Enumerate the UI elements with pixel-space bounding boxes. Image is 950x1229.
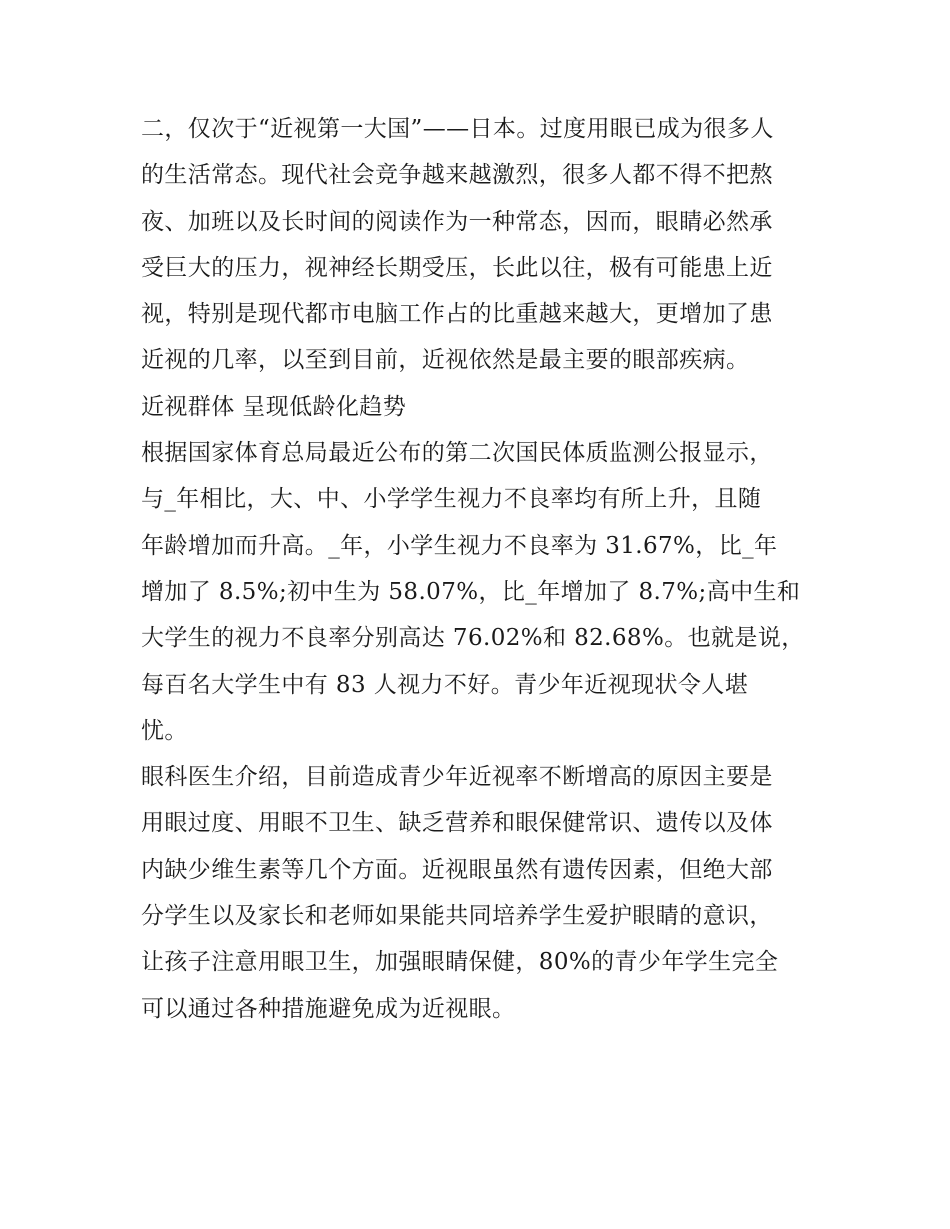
text-line: 受巨大的压力，视神经长期受压，长此以往，极有可能患上近 bbox=[141, 254, 773, 281]
text-line: 二，仅次于“近视第一大国”——日本。过度用眼已成为很多人 bbox=[141, 116, 774, 142]
text-line: 内缺少维生素等几个方面。近视眼虽然有遗传因素，但绝大部 bbox=[141, 856, 773, 883]
text-line: 分学生以及家长和老师如果能共同培养学生爱护眼睛的意识， bbox=[141, 903, 773, 930]
text-line: 用眼过度、用眼不卫生、缺乏营养和眼保健常识、遗传以及体 bbox=[141, 810, 773, 837]
text-line: 与_年相比，大、中、小学学生视力不良率均有所上升，且随 bbox=[141, 486, 762, 513]
text-line: 眼科医生介绍，目前造成青少年近视率不断增高的原因主要是 bbox=[141, 764, 773, 791]
text-line: 忧。 bbox=[141, 717, 188, 744]
text-line: 视，特别是现代都市电脑工作占的比重越来越大，更增加了患 bbox=[141, 301, 773, 328]
text-line: 大学生的视力不良率分别高达 76.02%和 82.68%。也就是说， bbox=[141, 625, 805, 652]
text-line: 夜、加班以及长时间的阅读作为一种常态，因而，眼睛必然承 bbox=[141, 208, 773, 235]
text-line: 增加了 8.5%;初中生为 58.07%，比_年增加了 8.7%;高中生和 bbox=[141, 578, 801, 605]
text-line: 可以通过各种措施避免成为近视眼。 bbox=[141, 995, 516, 1022]
text-line: 每百名大学生中有 83 人视力不好。青少年近视现状令人堪 bbox=[141, 671, 749, 698]
text-line: 近视的几率，以至到目前，近视依然是最主要的眼部疾病。 bbox=[141, 347, 750, 374]
document-body bbox=[141, 106, 821, 1032]
text-line: 年龄增加而升高。_年，小学生视力不良率为 31.67%，比_年 bbox=[141, 532, 778, 559]
text-line: 根据国家体育总局最近公布的第二次国民体质监测公报显示， bbox=[141, 440, 773, 467]
text-line: 的生活常态。现代社会竞争越来越激烈，很多人都不得不把熬 bbox=[141, 162, 773, 189]
text-line: 让孩子注意用眼卫生，加强眼睛保健，80%的青少年学生完全 bbox=[141, 949, 779, 976]
section-heading: 近视群体 呈现低龄化趋势 bbox=[141, 393, 407, 420]
